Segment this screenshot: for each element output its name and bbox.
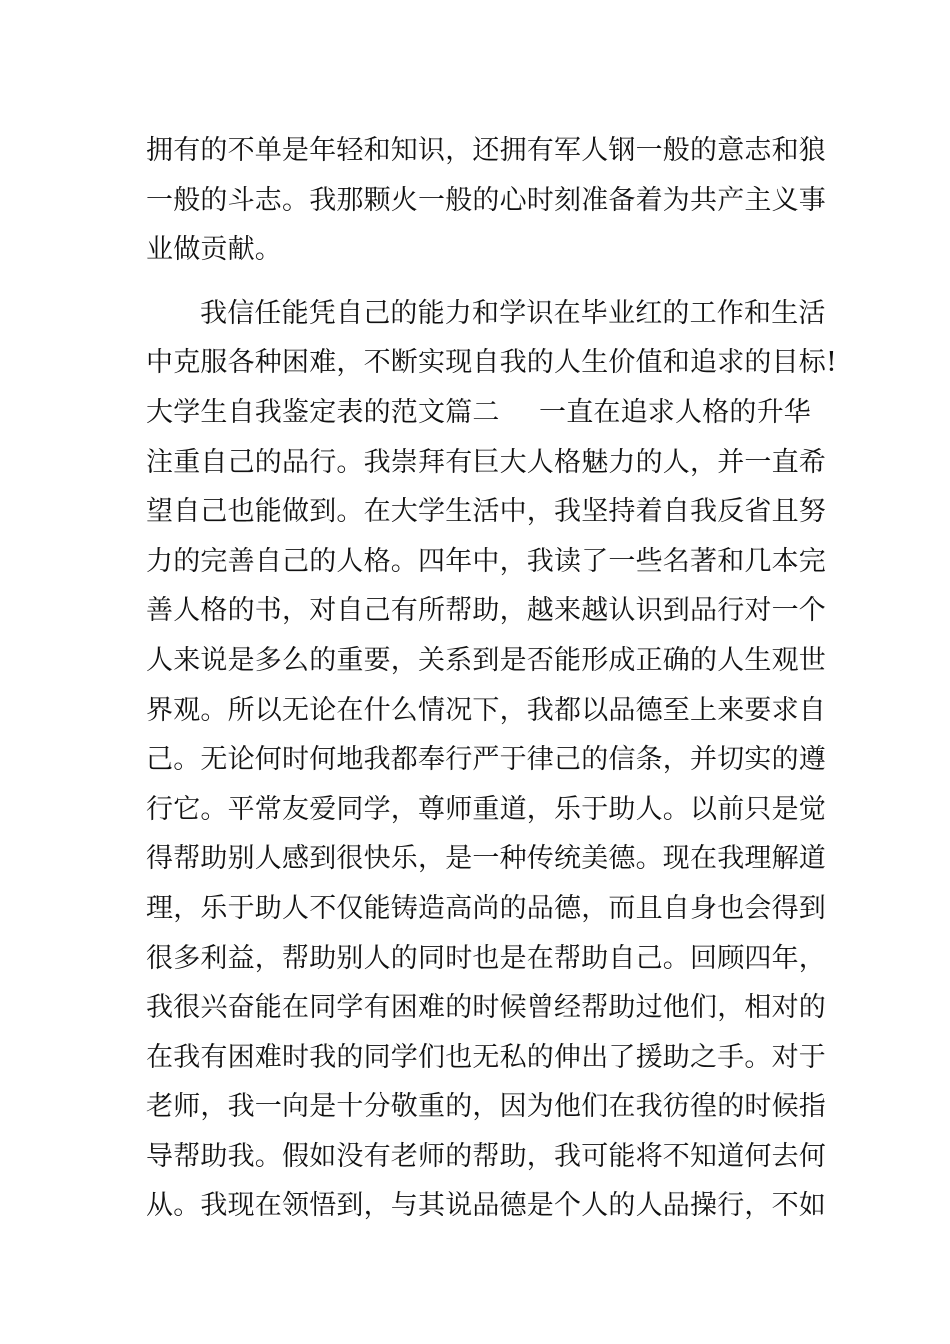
text-line: 界观。所以无论在什么情况下，我都以品德至上来要求自 (146, 694, 826, 726)
paragraph-gap (146, 275, 811, 289)
text-line: 在我有困难时我的同学们也无私的伸出了援助之手。对于 (146, 1041, 826, 1073)
text-line: 得帮助别人感到很快乐，是一种传统美德。现在我理解道 (146, 843, 826, 875)
text-line: 行它。平常友爱同学，尊师重道，乐于助人。以前只是觉 (146, 793, 826, 825)
text-line: 善人格的书，对自己有所帮助，越来越认识到品行对一个 (146, 595, 826, 627)
text-line: 望自己也能做到。在大学生活中，我坚持着自我反省且努 (146, 496, 826, 528)
section-heading-line (146, 388, 811, 438)
text-line: 一直在追求人格的升华 (539, 396, 811, 428)
text-line: 人来说是多么的重要，关系到是否能形成正确的人生观世 (146, 644, 826, 676)
text-line: 从。我现在领悟到，与其说品德是个人的人品操行，不如 (146, 1190, 826, 1222)
text-line: 我很兴奋能在同学有困难的时候曾经帮助过他们，相对的 (146, 992, 826, 1024)
text-line: 老师，我一向是十分敬重的，因为他们在我彷徨的时候指 (146, 1091, 826, 1123)
document-body (146, 126, 838, 1231)
text-line: 拥有的不单是年轻和知识，还拥有军人钢一般的意志和狼 (146, 135, 826, 166)
text-line: 力的完善自己的人格。四年中，我读了一些名著和几本完 (146, 545, 826, 577)
text-line: 很多利益，帮助别人的同时也是在帮助自己。回顾四年， (146, 942, 826, 974)
text-line: 理，乐于助人不仅能铸造高尚的品德，而且自身也会得到 (146, 892, 826, 924)
text-line: 注重自己的品行。我崇拜有巨大人格魅力的人，并一直希 (146, 446, 826, 478)
text-line: 一般的斗志。我那颗火一般的心时刻准备着为共产主义事 (146, 184, 826, 216)
text-line: 己。无论何时何地我都奉行严于律己的信条，并切实的遵 (146, 744, 826, 776)
section-title: 大学生自我鉴定表的范文篇二 (146, 396, 500, 428)
text-line: 导帮助我。假如没有老师的帮助，我可能将不知道何去何 (146, 1140, 826, 1172)
text-line: 业做贡献。 (146, 234, 282, 266)
text-line: 我信任能凭自己的能力和学识在毕业红的工作和生活 (200, 297, 826, 329)
text-line: 中克服各种困难，不断实现自我的人生价值和追求的目标! (146, 347, 838, 379)
